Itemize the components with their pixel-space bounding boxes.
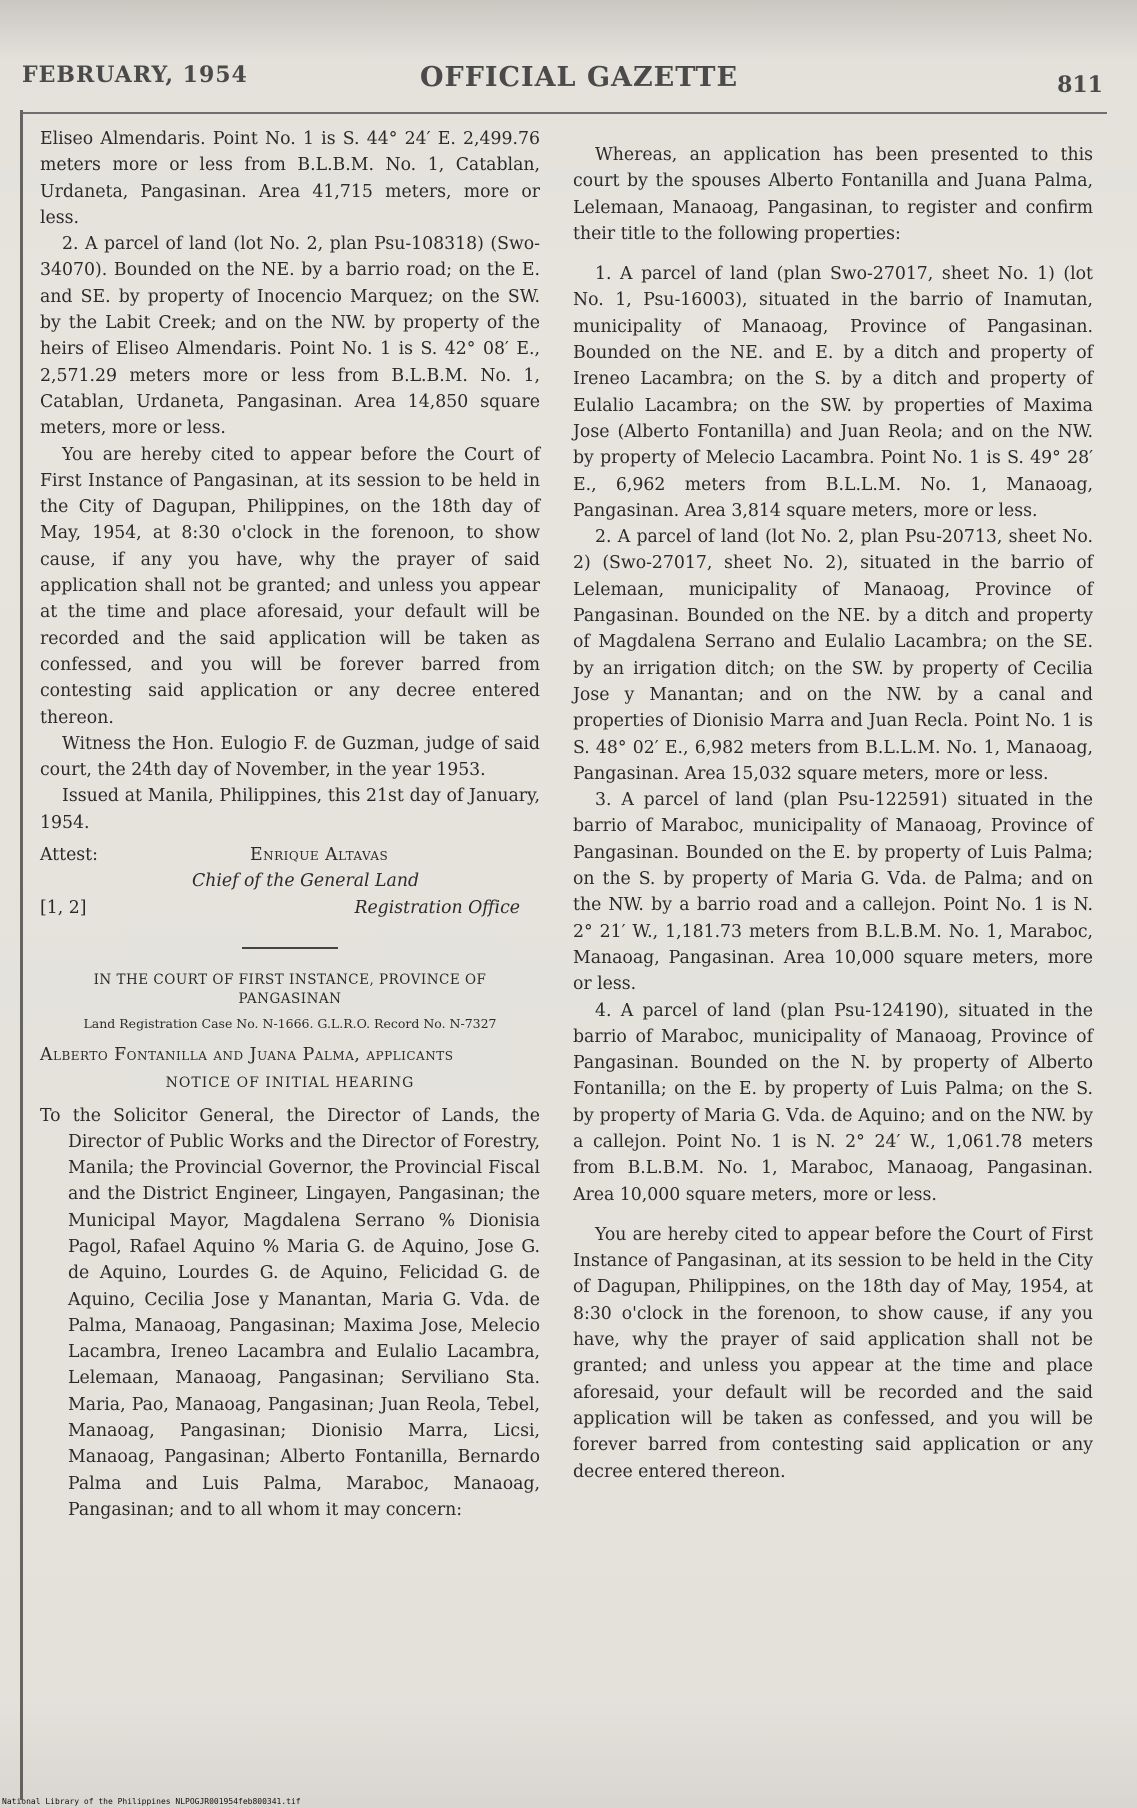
page-edge-line bbox=[20, 110, 23, 1800]
court-heading: IN THE COURT OF FIRST INSTANCE, PROVINCE OF PANGASINAN bbox=[93, 971, 487, 1007]
attest-name: Enrique Altavas bbox=[250, 845, 389, 866]
header-date: FEBRUARY, 1954 bbox=[22, 62, 248, 88]
addressees-paragraph: To the Solicitor General, the Director of Lands, the Director of Public Works and the Director of Forestry, Manila; the Provincial Governor, the Provincial Fiscal and the District Engineer, Lingayen, Pangasinan; the Municipal Mayor, Magdalena Serrano % Dionisia Pagol, Rafael Aquino % Maria G. de Aquino, Jose G. de Aquino, Lourdes G. de Aquino, Felicidad G. de Aquino, Cecilia Jose y Manantan, Maria G. Vda. de Palma, Manaoag, Pangasinan; Maxima Jose, Melecio Lacambra, Ireneo Lacambra and Eulalio Lacambra, Lelemaan, Manaoag, Pangasinan; Serviliano Sta. Maria, Pao, Manaoag, Pangasinan; Juan Reola, Tebel, Manaoag, Pangasinan; Dionisio Marra, Licsi, Manaoag, Pangasinan; Alberto Fontanilla, Bernardo Palma and Luis Palma, Maraboc, Manaoag, Pangasinan; and to all whom it may concern: bbox=[40, 1105, 540, 1520]
right-column bbox=[573, 142, 1093, 1485]
applicants-line: Alberto Fontanilla and Juana Palma, applicants bbox=[40, 1044, 454, 1065]
paragraph: 4. A parcel of land (plan Psu-124190), situated in the barrio of Maraboc, municipality of Manaoag, Province of Pangasinan. Bounded on the N. by property of Alberto Fontanilla; on the E. by property of Luis Palma; on the S. by property of Maria G. Vda. de Aquino; and on the NW. by a callejon. Point No. 1 is N. 2° 24′ W., 1,061.78 meters from B.L.B.M. No. 1, Maraboc, Manaoag, Pangasinan. Area 10,000 square meters, more or less. bbox=[573, 1000, 1093, 1205]
header-rule bbox=[22, 112, 1107, 114]
case-number: Land Registration Case No. N-1666. G.L.R.O. Record No. N-7327 bbox=[83, 1015, 497, 1031]
paragraph: 3. A parcel of land (plan Psu-122591) situated in the barrio of Maraboc, municipality of Manaoag, Province of Pangasinan. Bounded on the E. by property of Luis Palma; on the S. by property of Maria G. Vda. de Palma; and on the NW. by a barrio road and a callejon. Point No. 1 is N. 2° 21′ W., 1,181.73 meters from B.L.B.M. No. 1, Maraboc, Manaoag, Pangasinan. Area 10,000 square meters, more or less. bbox=[573, 790, 1093, 995]
bracket-ref: [1, 2] bbox=[40, 897, 87, 918]
office-title-line2 bbox=[40, 895, 540, 921]
page-number: 811 bbox=[1057, 72, 1103, 98]
office-title-line1: Chief of the General Land bbox=[192, 871, 420, 892]
section-separator bbox=[242, 947, 338, 949]
paragraph: Eliseo Almendaris. Point No. 1 is S. 44° 24′ E. 2,499.76 meters more or less from B.L.B.M. No. 1, Catablan, Urdaneta, Pangasinan. Area 41,715 meters, more or less. bbox=[40, 129, 540, 228]
paragraph: Issued at Manila, Philippines, this 21st day of January, 1954. bbox=[40, 786, 540, 833]
paragraph: 2. A parcel of land (lot No. 2, plan Psu-20713, sheet No. 2) (Swo-27017, sheet No. 2), situated in the barrio of Lelemaan, municipality of Manaoag, Province of Pangasinan. Bounded on the NE. by a ditch and property of Magdalena Serrano and Eulalio Lacambra; on the SE. by an irrigation ditch; on the SW. by property of Cecilia Jose y Manantan; and on the NW. by a canal and properties of Dionisio Marra and Juan Recla. Point No. 1 is S. 48° 02′ E., 6,982 meters from B.L.L.M. No. 1, Manaoag, Pangasinan. Area 15,032 square meters, more or less. bbox=[573, 527, 1093, 784]
publication-title: OFFICIAL GAZETTE bbox=[420, 62, 739, 93]
left-column bbox=[40, 126, 540, 1523]
paragraph: 2. A parcel of land (lot No. 2, plan Psu-108318) (Swo-34070). Bounded on the NE. by a barrio road; on the E. and SE. by property of Inocencio Marquez; on the SW. by the Labit Creek; and on the NW. by property of the heirs of Eliseo Almendaris. Point No. 1 is S. 42° 08′ E., 2,571.29 meters more or less from B.L.B.M. No. 1, Catablan, Urdaneta, Pangasinan. Area 14,850 square meters, more or less. bbox=[40, 234, 540, 439]
attest-line bbox=[40, 842, 540, 868]
paragraph: 1. A parcel of land (plan Swo-27017, sheet No. 1) (lot No. 1, Psu-16003), situated in the barrio of Inamutan, municipality of Manaoag, Province of Pangasinan. Bounded on the NE. and E. by a ditch and property of Ireneo Lacambra; on the S. by a ditch and property of Eulalio Lacambra; on the SW. by properties of Maxima Jose (Alberto Fontanilla) and Juan Reola; and on the NW. by property of Melecio Lacambra. Point No. 1 is S. 49° 28′ E., 6,962 meters from B.L.L.M. No. 1, Manaoag, Pangasinan. Area 3,814 square meters, more or less. bbox=[573, 264, 1093, 521]
paragraph: Witness the Hon. Eulogio F. de Guzman, judge of said court, the 24th day of November, in the year 1953. bbox=[40, 733, 540, 781]
notice-title: NOTICE OF INITIAL HEARING bbox=[165, 1075, 415, 1092]
office-title-text: Registration Office bbox=[354, 897, 520, 918]
paragraph: You are hereby cited to appear before the Court of First Instance of Pangasinan, at its session to be held in the City of Dagupan, Philippines, on the 18th day of May, 1954, at 8:30 o'clock in the forenoon, to show cause, if any you have, why the prayer of said application shall not be granted; and unless you appear at the time and place aforesaid, your default will be recorded and the said application will be taken as confessed, and you will be forever barred from contesting said application or any decree entered thereon. bbox=[573, 1224, 1093, 1482]
scan-footer: National Library of the Philippines NLPOGJR001954feb800341.tif bbox=[2, 1797, 301, 1806]
attest-label: Attest: bbox=[40, 845, 98, 866]
paragraph: You are hereby cited to appear before the Court of First Instance of Pangasinan, at its session to be held in the City of Dagupan, Philippines, on the 18th day of May, 1954, at 8:30 o'clock in the forenoon, to show cause, if any you have, why the prayer of said application shall not be granted; and unless you appear at the time and place aforesaid, your default will be recorded and the said application will be taken as confessed, and you will be forever barred from contesting said application or any decree entered thereon. bbox=[40, 444, 540, 728]
paragraph: Whereas, an application has been presented to this court by the spouses Alberto Fontanilla and Juana Palma, Lelemaan, Manaoag, Pangasinan, to register and confirm their title to the following properties: bbox=[573, 145, 1093, 244]
page-header bbox=[0, 62, 1137, 102]
